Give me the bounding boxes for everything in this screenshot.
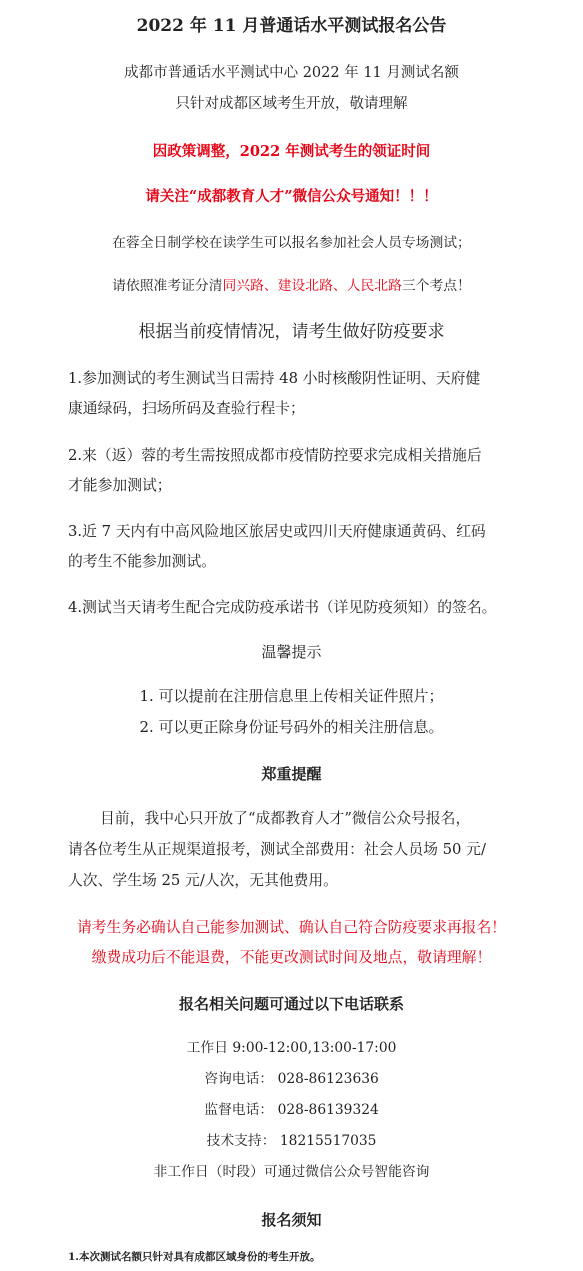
reminder-red-line-1: 请考生务必确认自己能参加测试、确认自己符合防疫要求再报名！	[76, 919, 507, 936]
tips-heading: 温馨提示	[261, 643, 322, 661]
page-title: 2022 年 11 月普通话水平测试报名公告	[136, 16, 447, 36]
site-note-prefix: 请依照准考证分清	[112, 278, 223, 294]
epidemic-item-4: 4.测试当天请考生配合完成防疫承诺书（详见防疫须知）的签名。	[68, 599, 497, 616]
reminder-red-line-2: 缴费成功后不能退费，不能更改测试时间及地点，敬请理解！	[91, 949, 492, 966]
reminder-heading: 郑重提醒	[261, 765, 322, 783]
contact-tech	[0, 1135, 583, 1149]
site-note-sites: 同兴路、建设北路、人民北路	[222, 278, 402, 294]
epidemic-item-2-line-1: 2.来（返）蓉的考生需按照成都市疫情防控要求完成相关措施后	[68, 447, 482, 464]
intro-line-2: 只针对成都区域考生开放，敬请理解	[175, 96, 408, 112]
contact-offhours: 非工作日（时段）可通过微信公众号智能咨询	[153, 1164, 430, 1180]
reminder-line-2: 请各位考生从正规渠道报考，测试全部费用：社会人员场 50 元/	[68, 841, 486, 858]
tips-item-2: 2. 可以更正除身份证号码外的相关注册信息。	[139, 718, 444, 736]
contact-supervise	[0, 1104, 583, 1118]
tips-item-1: 1. 可以提前在注册信息里上传相关证件照片；	[139, 687, 444, 705]
epidemic-heading: 根据当前疫情情况，请考生做好防疫要求	[138, 322, 445, 342]
registration-item-1: 1.本次测试名额只针对具有成都区域身份的考生开放。	[68, 1251, 321, 1263]
consult-phone: 028-86123636	[277, 1071, 379, 1087]
epidemic-item-3-line-2: 的考生不能参加测试。	[68, 553, 216, 570]
supervise-label: 监督电话：	[204, 1102, 274, 1118]
epidemic-item-1-line-1: 1.参加测试的考生测试当日需持 48 小时核酸阴性证明、天府健	[68, 370, 481, 387]
supervise-phone: 028-86139324	[277, 1102, 379, 1118]
epidemic-item-3-line-1: 3.近 7 天内有中高风险地区旅居史或四川天府健康通黄码、红码	[68, 523, 486, 540]
intro-line-1: 成都市普通话水平测试中心 2022 年 11 月测试名额	[124, 65, 459, 81]
contact-consult	[0, 1073, 583, 1087]
student-note: 在蓉全日制学校在读学生可以报名参加社会人员专场测试；	[112, 235, 471, 251]
epidemic-item-1-line-2: 康通绿码，扫场所码及查验行程卡；	[68, 400, 305, 417]
reminder-line-1: 目前，我中心只开放了“成都教育人才”微信公众号报名，	[100, 810, 471, 827]
contact-heading: 报名相关问题可通过以下电话联系	[178, 995, 404, 1013]
site-note	[0, 280, 583, 294]
contact-hours: 工作日 9:00-12:00,13:00-17:00	[186, 1040, 397, 1056]
registration-heading: 报名须知	[261, 1211, 322, 1229]
tech-phone: 18215517035	[279, 1133, 377, 1149]
epidemic-item-2-line-2: 才能参加测试；	[68, 477, 172, 494]
reminder-line-3: 人次、学生场 25 元/人次，无其他费用。	[68, 872, 338, 889]
policy-notice: 因政策调整，2022 年测试考生的领证时间	[152, 143, 431, 160]
tech-label: 技术支持：	[206, 1133, 276, 1149]
consult-label: 咨询电话：	[204, 1071, 274, 1087]
site-note-suffix: 三个考点！	[401, 278, 471, 294]
follow-wechat-notice: 请关注“成都教育人才”微信公众号通知！！！	[145, 188, 438, 205]
